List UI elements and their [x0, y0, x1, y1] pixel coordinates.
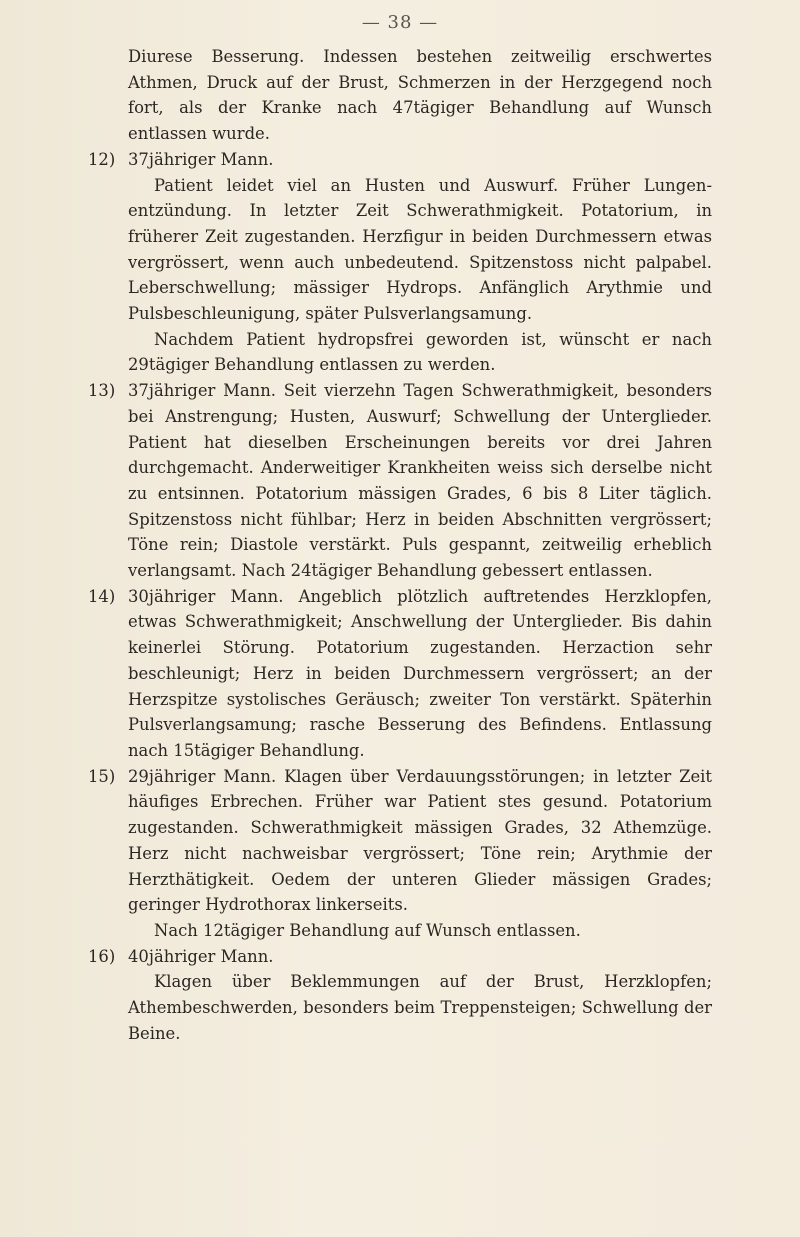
entry-number: 13) [88, 381, 116, 401]
entry-number: 16) [88, 946, 116, 966]
page-content [88, 44, 712, 1046]
entry-head [88, 584, 712, 764]
entry-number: 15) [88, 766, 116, 786]
page-number: — 38 — [361, 12, 439, 33]
case-entry-14 [88, 584, 712, 764]
entry-number: 12) [88, 149, 116, 169]
entry-head-text: 40jähriger Mann. [128, 946, 274, 966]
entry-head [88, 147, 712, 173]
entry-head [88, 378, 712, 584]
entry-head-text: 37jähriger Mann. [128, 149, 274, 169]
case-entry-13 [88, 378, 712, 584]
intro-paragraph: Diurese Besserung. Indessen bestehen zeitweilig erschwertes Athmen, Druck auf der Brust, Schmerzen in der Herzgegend noch fort, als der Kranke nach 47tägiger Behandlung auf Wunsch entlassen wurde. [128, 47, 712, 144]
entry-head-text: 30jähriger Mann. Angeblich plötzlich auftretendes Herzklopfen, etwas Schwerathmigkeit; Anschwellung der Unterglieder. Bis dahin keinerlei Störung. Potatorium zugestanden. Herzaction sehr beschleunigt; Herz in beiden Durchmessern vergrössert; an der Herzspitze systolisches Geräusch; zweiter Ton verstärkt. Späterhin Pulsverlangsamung; rasche Besserung des Befindens. Entlassung nach 15tägiger Behandlung. [128, 586, 712, 760]
entry-paragraph: Nach 12tägiger Behandlung auf Wunsch entlassen. [154, 920, 581, 940]
entry-paragraph: Klagen über Beklemmungen auf der Brust, Herzklopfen; Athembeschwerden, besonders beim Treppensteigen; Schwellung der Beine. [128, 972, 712, 1043]
entry-paragraph: Patient leidet viel an Husten und Auswurf. Früher Lungen-entzündung. In letzter Zeit Schwerathmigkeit. Potatorium, in früherer Zeit zugestanden. Herzfigur in beiden Durchmessern etwas vergrössert, wenn auch unbedeutend. Spitzenstoss nicht palpabel. Leberschwellung; mässiger Hydrops. Anfänglich Arythmie und Pulsbeschleunigung, später Pulsverlangsamung. [128, 175, 712, 324]
case-entry-12 [88, 147, 712, 378]
entry-head-text: 29jähriger Mann. Klagen über Verdauungsstörungen; in letzter Zeit häufiges Erbrechen. Früher war Patient stes gesund. Potatorium zugestanden. Schwerathmigkeit mässigen Grades, 32 Athemzüge. Herz nicht nachweisbar vergrössert; Töne rein; Arythmie der Herzthätigkeit. Oedem der unteren Glieder mässigen Grades; geringer Hydrothorax linkerseits. [128, 766, 712, 915]
entry-paragraph: Nachdem Patient hydropsfrei geworden ist, wünscht er nach 29tägiger Behandlung entlassen zu werden. [128, 329, 712, 375]
case-entry-15 [88, 764, 712, 944]
case-entry-16 [88, 944, 712, 1047]
entry-head-text: 37jähriger Mann. Seit vierzehn Tagen Schwerathmigkeit, besonders bei Anstrengung; Husten, Auswurf; Schwellung der Unterglieder. Patient hat dieselben Erscheinungen bereits vor drei Jahren durchgemacht. Anderweitiger Krankheiten weiss sich derselbe nicht zu entsinnen. Potatorium mässigen Grades, 6 bis 8 Liter täglich. Spitzenstoss nicht fühlbar; Herz in beiden Abschnitten vergrössert; Töne rein; Diastole verstärkt. Puls gespannt, zeitweilig erheblich verlangsamt. Nach 24tägiger Behandlung gebessert entlassen. [128, 381, 712, 581]
entry-head [88, 764, 712, 918]
entry-head [88, 944, 712, 970]
entry-number: 14) [88, 586, 116, 606]
